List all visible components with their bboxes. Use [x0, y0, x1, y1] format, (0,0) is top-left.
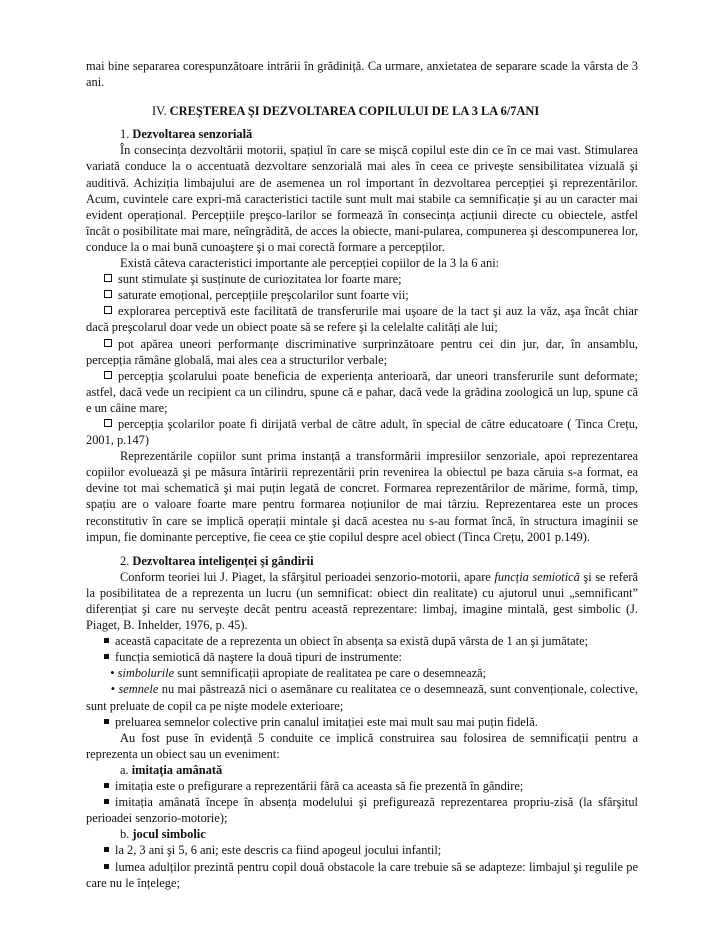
subsection-a-heading: [86, 762, 638, 778]
s1-bullet-6-text: percepția şcolarilor poate fi dirijată verbal de către adult, în special de către educatoare ( Tinca Crețu, 2001, p.147): [86, 416, 638, 448]
square-bullet-icon: [104, 864, 109, 869]
square-bullet-icon: [104, 847, 109, 852]
s2-subbullet-2-text: nu mai păstrează nici o asemănare cu realitatea ce o desemnează, sunt convenționale, colective, sunt preluate de copil ca pe nişte modele exterioare;: [86, 682, 638, 713]
s1-bullet-2: [86, 287, 638, 303]
s2-subbullet-2-term: semnele: [118, 682, 159, 697]
document-page: [86, 58, 638, 891]
a-bullet-1: [86, 778, 638, 794]
s1-bullet-4-text: pot apărea uneori performanțe discriminative surprinzătoare pentru cei din jur, dar, în ansamblu, percepția rămâne globală, mai ales cea a structurilor verbale;: [86, 336, 638, 367]
checkbox-bullet-icon: [104, 274, 112, 282]
b-bullet-2: [86, 859, 638, 891]
intro-paragraph: mai bine separarea corespunzătoare intrării în grădiniță. Ca urmare, anxietatea de separare scade la vârsta de 3 ani.: [86, 59, 638, 90]
s1-bullet-2-text: saturate emoțional, percepțiile preşcolarilor sunt foarte vii;: [118, 288, 409, 303]
s1-bullet-6: [86, 416, 638, 448]
subsection-b-label: b.: [120, 827, 133, 842]
subsection-b-title: jocul simbolic: [132, 827, 206, 842]
s1-bullet-5: [86, 368, 638, 416]
s1-bullet-3-text: explorarea perceptivă este facilitată de transferurile mai uşoare de la tact şi auz la văz, aşa încât chiar dacă preşcolarul doar vede un obiect poate să se refere şi la celelalte calități ale lui;: [86, 304, 638, 335]
square-bullet-icon: [104, 719, 109, 724]
s1-bullet-1-text: sunt stimulate şi susținute de curiozitatea lor foarte mare;: [118, 272, 402, 287]
section-2-number: 2.: [120, 553, 133, 568]
s2-bullet-2-text: funcția semiotică dă naştere la două tipuri de instrumente:: [115, 650, 402, 665]
subsection-a-title: imitația amânată: [131, 762, 223, 777]
s2-bullet-1: [86, 633, 638, 649]
section-1-title: Dezvoltarea senzorială: [132, 127, 253, 142]
square-bullet-icon: [104, 783, 109, 788]
s2-p1-emphasis: funcția semiotică: [494, 569, 580, 584]
checkbox-bullet-icon: [104, 290, 112, 298]
s2-paragraph-1: [86, 569, 638, 633]
section-1-heading: [86, 126, 638, 142]
a-bullet-2-text: imitația amânată începe în absența modelului şi prefigurează reprezentarea propriu-zisă (la sfârşitul perioadei senzorio-motorie);: [86, 795, 638, 826]
s2-p1-start: Conform teoriei lui J. Piaget, la sfârşitul perioadei senzorio-motorii, apare: [120, 569, 495, 584]
s1-bullet-4: [86, 336, 638, 368]
s1-paragraph-1: În consecința dezvoltării motorii, spațiul în care se mișcă copilul este din ce în ce mai vast. Stimularea variată conduce la o accentuată dezvoltare senzorială mai ales în ceea ce privește sensibilitatea vizuală şi auditivă. Achiziția limbajului are de asemenea un rol important în dezvoltarea percepției şi reprezentărilor. Acum, cuvintele care expri-mă caracteristici tactile sunt mult mai stabile ca semnificație şi au un caracter mai evident operațional. Percepțiile preşco-larilor se formează în consecința acțiunii directe cu obiectele, astfel încât o posibilitate mai mare, neîngrădită, de acces la obiecte, mani-pularea, compunerea şi descompunerea lor, conduce la o mai bună cunoaştere şi o mai corectă formare a percepților.: [86, 143, 638, 254]
square-bullet-icon: [104, 799, 109, 804]
chapter-heading: [86, 103, 638, 119]
s2-subbullet-1-text: sunt semnificații apropiate de realitatea pe care o desemnează;: [174, 666, 487, 681]
chapter-number: IV.: [152, 104, 170, 119]
s1-bullet-5-text: percepția şcolarului poate beneficia de experiența anterioară, dar uneori transferurile sunt deformate; astfel, dacă vede un recipient ca un cilindru, spune că e pahar, dacă vede la grădina zoologică un lup, spune că e un câine mare;: [86, 368, 638, 415]
b-bullet-1: [86, 842, 638, 858]
b-bullet-1-text: la 2, 3 ani şi 5, 6 ani; este descris ca fiind apogeul jocului infantil;: [115, 843, 442, 858]
s2-bullet-3-text: preluarea semnelor colective prin canalul imitației este mai mult sau mai puțin fidelă.: [115, 714, 538, 729]
s2-subbullet-2: • semnele nu mai păstrează nici o asemănare cu realitatea ce o desemnează, sunt convenționale, colective, sunt preluate de copil ca pe nişte modele exterioare;: [86, 682, 638, 713]
s1-paragraph-2: Există câteva caracteristici importante ale percepției copiilor de la 3 la 6 ani:: [120, 256, 500, 271]
s2-bullet-1-text: această capacitate de a reprezenta un obiect în absența sa există după vârsta de 1 an şi jumătate;: [115, 634, 589, 649]
square-bullet-icon: [104, 638, 109, 643]
checkbox-bullet-icon: [104, 371, 112, 379]
b-bullet-2-text: lumea adulților prezintă pentru copil două obstacole la care trebuie să se adapteze: limbajul şi regulile pe care nu le înțelege;: [86, 859, 638, 890]
s2-paragraph-2: Au fost puse în evidență 5 conduite ce implică construirea sau folosirea de semnificații pentru a reprezenta un obiect sau un eveniment:: [86, 730, 638, 761]
s2-p1-end: şi se referă la posibilitatea de a reprezenta un lucru (un semnificat: obiect din realitate) cu ajutorul unui „semnificant” diferențiat şi care nu serveşte decât pentru această reprezentare: limbaj, imagine mintală, gest simbolic (J. Piaget, B. Inhelder, 1976, p. 45).: [86, 569, 638, 633]
s2-subbullet-1-term: simbolurile: [117, 666, 175, 681]
a-bullet-1-text: imitația este o prefigurare a reprezentării fără ca aceasta să fie prezentă în gândire;: [115, 779, 524, 794]
s1-bullet-3: [86, 303, 638, 335]
square-bullet-icon: [104, 654, 109, 659]
checkbox-bullet-icon: [104, 419, 112, 427]
s1-paragraph-3: Reprezentările copiilor sunt prima instanță a transformării impresiilor senzoriale, apoi reprezentarea copiilor evoluează şi pe măsura întăririi reprezentării prin revenirea la obiectul pe baza căruia s-a format, ea devine tot mai schematică şi mai puțin legată de concret. Formarea reprezentărilor de mărime, formă, timp, spațiu are o valoare foarte mare pentru formarea noțiunilor de mai târziu. Reprezentarea este un proces reconstitutiv în care se implică operații mintale şi dacă acestea nu s-au format încă, în structura imaginii se impun, fie dominante perceptive, fie ceea ce ştie copilul despre acel obiect (Tinca Crețu, 2001 p.149).: [86, 449, 638, 544]
section-2-heading: [86, 553, 638, 569]
s1-bullet-1: [86, 271, 638, 287]
subsection-b-heading: [86, 826, 638, 842]
checkbox-bullet-icon: [104, 306, 112, 314]
a-bullet-2: [86, 794, 638, 826]
s2-bullet-3: [86, 714, 638, 730]
s2-bullet-2: [86, 649, 638, 665]
s2-subbullet-1: • simbolurile sunt semnificații apropiate de realitatea pe care o desemnează;: [104, 666, 487, 681]
subsection-a-label: a.: [120, 762, 132, 777]
chapter-title: CREŞTEREA ŞI DEZVOLTAREA COPILULUI DE LA 3 LA 6/7ANI: [169, 104, 540, 119]
section-2-title: Dezvoltarea inteligenței şi gândirii: [132, 553, 314, 568]
checkbox-bullet-icon: [104, 339, 112, 347]
section-1-number: 1.: [120, 127, 133, 142]
